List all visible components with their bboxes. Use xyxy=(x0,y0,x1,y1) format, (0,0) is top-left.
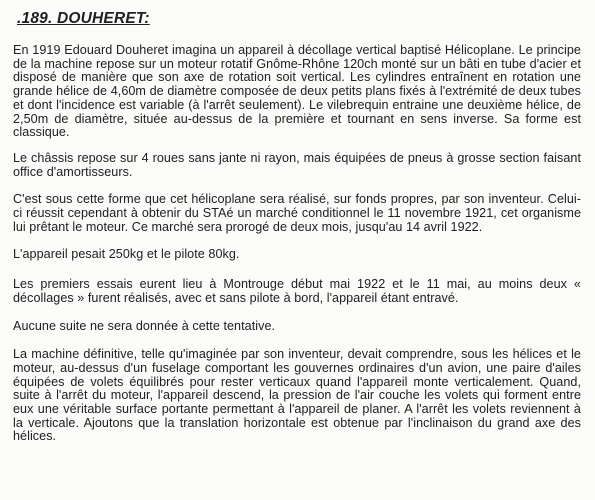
paragraph-trials: Les premiers essais eurent lieu à Montrouge début mai 1922 et le 11 mai, au moins deux « décollages » furent réalisés, avec et sans pilote à bord, l'appareil étant entravé. xyxy=(13,277,581,305)
document-title: .189. DOUHERET: xyxy=(17,10,150,27)
paragraph-funding: C'est sous cette forme que cet hélicoplane sera réalisé, sur fonds propres, par son inventeur. Celui-ci réussit cependant à obtenir du STAé un marché conditionnel le 11 novembre 1921, cet organisme lui prêtant le moteur. Ce marché sera prorogé de deux mois, jusqu'au 14 avril 1922. xyxy=(13,192,581,234)
paragraph-invention: En 1919 Edouard Douheret imagina un appareil à décollage vertical baptisé Hélicoplane. Le principe de la machine repose sur un moteur rotatif Gnôme-Rhône 120ch monté sur un bâti en tube d'acier et disposé de manière que son axe de rotation soit vertical. Les cylindres entraînent en rotation une grande hélice de 4,60m de diamètre composée de deux petits plans fixés à l'extrémité de deux tubes et dont l'incidence est variable (à l'arrêt seulement). Le vilebrequin entraine une deuxième hélice, de 2,50m de diamètre, située au-dessus de la première et tournant en sens inverse. Sa forme est classique. xyxy=(13,43,581,140)
paragraph-chassis: Le châssis repose sur 4 roues sans jante ni rayon, mais équipées de pneus à grosse section faisant office d'amortisseurs. xyxy=(13,150,581,179)
paragraph-weight: L'appareil pesait 250kg et le pilote 80kg. xyxy=(13,247,240,262)
paragraph-outcome: Aucune suite ne sera donnée à cette tentative. xyxy=(13,318,276,333)
paragraph-final-machine: La machine définitive, telle qu'imaginée par son inventeur, devait comprendre, sous les hélices et le moteur, au-dessus d'un fuselage comportant les gouvernes ordinaires d'un avion, une paire d'ailes équipées de volets équilibrés pour rester verticaux quand l'appareil monte verticalement. Quand, suite à l'arrêt du moteur, l'appareil descend, la pression de l'air couche les volets qui forment entre eux une véritable surface portante permettant à l'appareil de planer. A l'arrêt les volets reviennent à la verticale. Ajoutons que la translation horizontale est obtenue par l'inclinaison du grand axe des hélices. xyxy=(13,347,581,444)
